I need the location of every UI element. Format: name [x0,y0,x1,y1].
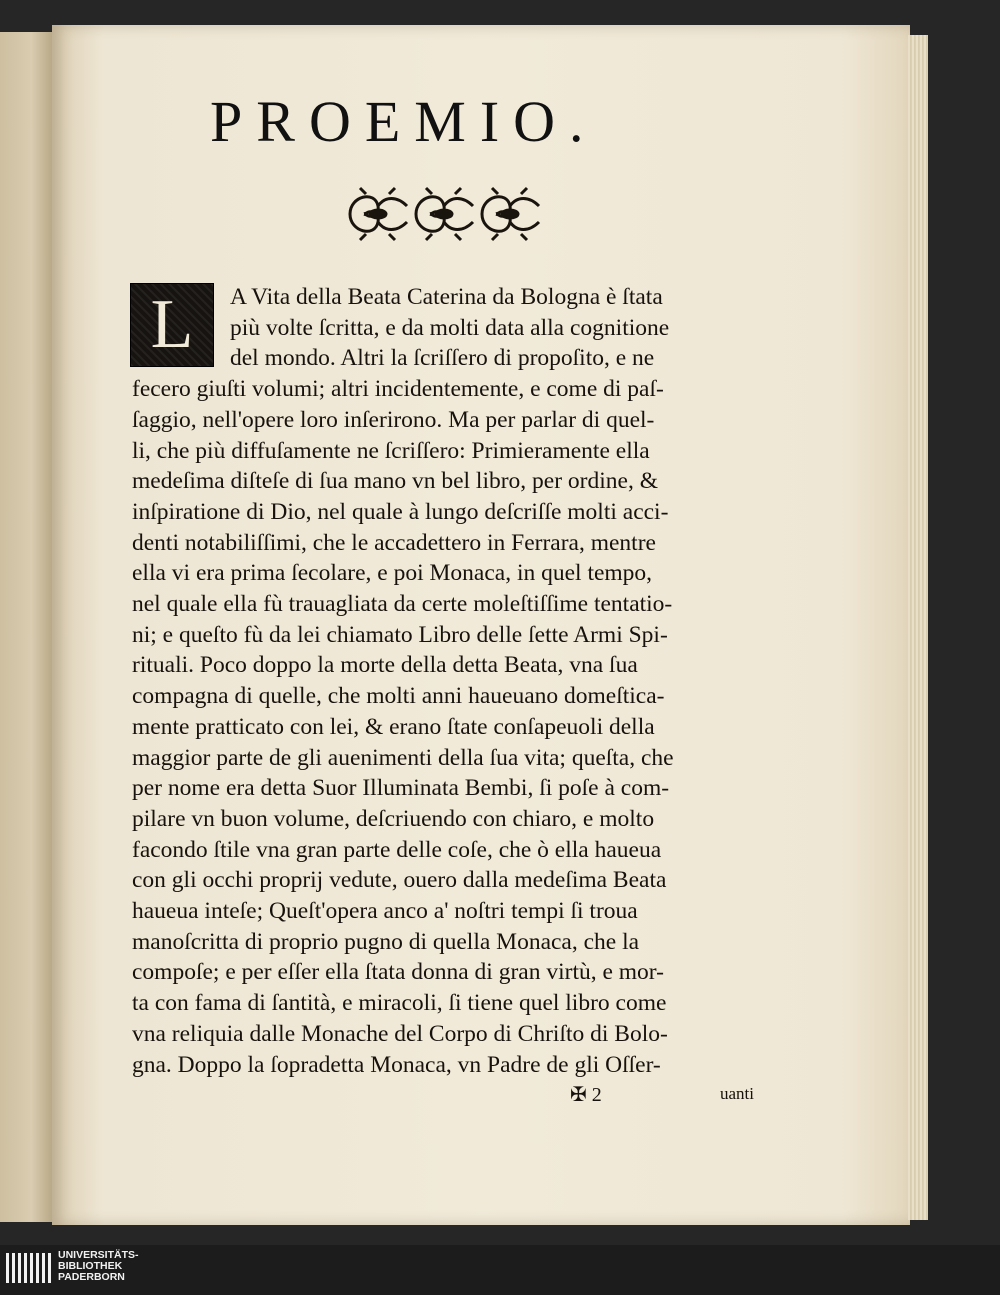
signature-mark: ✠ 2 [570,1084,602,1106]
text-line: li, che più diffuſamente ne ſcriſſero: Primieramente ella [132,437,650,464]
body-text [132,282,772,1080]
text-line: nel quale ella fù trauagliata da certe moleſtiſſime tentatio- [132,591,673,618]
text-line: rituali. Poco doppo la morte della detta Beata, vna ſua [132,652,638,679]
text-line: compoſe; e per eſſer ella ſtata donna di gran virtù, e mor- [132,959,664,986]
text-line: compagna di quelle, che molti anni haueuano domeſtica- [132,683,665,710]
text-line: haueua inteſe; Queſt'opera anco a' noſtri tempi ſi troua [132,898,638,925]
text-line: ella vi era prima ſecolare, e poi Monaca, in quel tempo, [132,560,653,587]
ornament-icon [345,182,545,246]
text-line: inſpiratione di Dio, nel quale à lungo deſcriſſe molti acci- [132,498,669,525]
drop-cap-initial: L [130,283,214,367]
text-line: medeſima diſteſe di ſua mano vn bel libro, per ordine, & [132,468,658,495]
text-line: mente pratticato con lei, & erano ſtate conſapeuoli della [132,713,655,740]
footer-bar [0,1245,1000,1295]
left-page-edge [0,32,53,1222]
text-line: del mondo. Altri la ſcriſſero di propoſito, e ne [230,345,655,372]
text-line: più volte ſcritta, e da molti data alla cognitione [230,314,670,341]
text-line: fecero giuſti volumi; altri incidentemente, e come di paſ- [132,376,664,403]
catchword: uanti [720,1084,754,1103]
library-logo-text [58,1250,139,1283]
page-edges [908,35,928,1220]
text-line: gna. Doppo la ſopradetta Monaca, vn Padre de gli Oſſer- [132,1051,661,1078]
text-line: manoſcritta di proprio pugno di quella Monaca, che la [132,928,640,955]
text-line: A Vita della Beata Caterina da Bologna è ſtata [230,284,663,310]
logo-line: BIBLIOTHEK [58,1260,123,1272]
page-title: PROEMIO. [210,89,598,154]
text-line: maggior parte de gli auenimenti della ſua vita; queſta, che [132,744,674,771]
text-line: facondo ſtile vna gran parte delle coſe, che ò ella haueua [132,836,662,863]
text-line: ta con fama di ſantità, e miracoli, ſi tiene quel libro come [132,990,667,1017]
text-line: denti notabiliſſimi, che le accadettero in Ferrara, mentre [132,529,656,556]
library-logo-icon [6,1249,52,1287]
text-line: ſaggio, nell'opere loro inſerirono. Ma per parlar di quel- [132,406,655,433]
logo-line: UNIVERSITÄTS- [58,1249,139,1261]
text-line: per nome era detta Suor Illuminata Bembi, ſi poſe à com- [132,775,670,802]
text-line: pilare vn buon volume, deſcriuendo con chiaro, e molto [132,805,655,832]
text-line: con gli occhi proprij vedute, ouero dalla medeſima Beata [132,867,667,894]
text-line: vna reliquia dalle Monache del Corpo di Chriſto di Bolo- [132,1020,668,1047]
text-line: ni; e queſto fù da lei chiamato Libro delle ſette Armi Spi- [132,621,668,648]
logo-line: PADERBORN [58,1271,125,1283]
